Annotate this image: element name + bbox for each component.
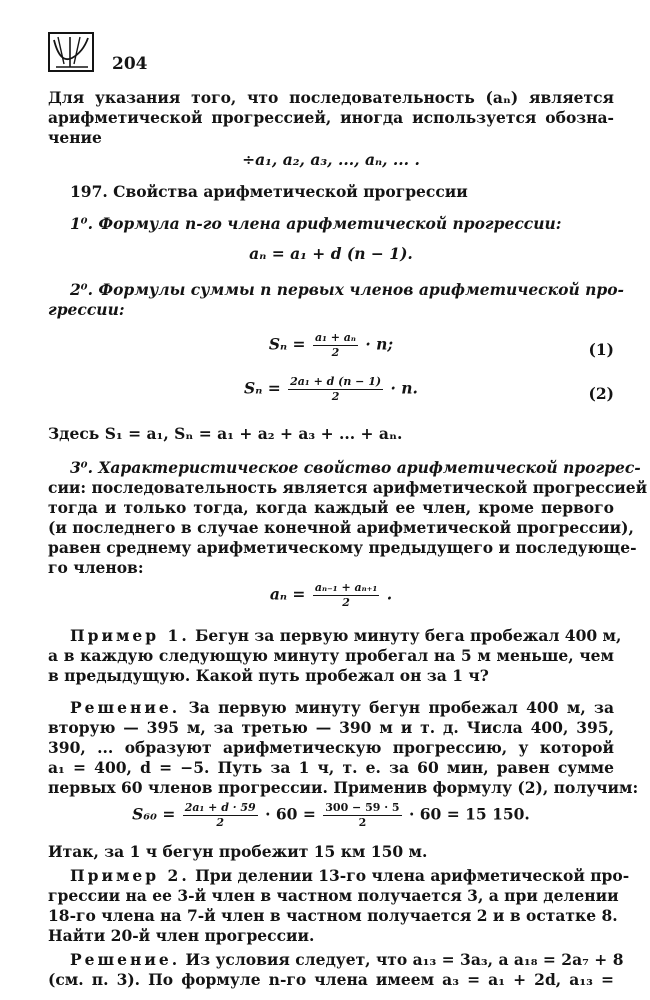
property-2-heading-line-1: 2⁰. Формулы суммы n первых членов арифметической про- — [70, 280, 624, 299]
intro-line-2: арифметической прогрессией, иногда используется обозна- — [48, 108, 614, 127]
sum-formula-2-numerator: 2a₁ + d (n − 1) — [290, 375, 382, 388]
solution-1-conclusion: Итак, за 1 ч бегун пробежит 15 км 150 м. — [48, 842, 428, 861]
property-3-line-6: го членов: — [48, 558, 144, 577]
graph-book-icon — [48, 32, 94, 72]
example-1-line-1-text: Бегун за первую минуту бега пробежал 400 м, — [195, 626, 622, 645]
characteristic-formula-right: . — [386, 584, 393, 604]
formula-label-2: (2) — [588, 384, 614, 403]
sum-formula-1-fraction — [313, 332, 358, 359]
characteristic-formula-fraction — [313, 582, 379, 609]
sum-formula-2-left: Sₙ = — [244, 378, 281, 398]
sum-formula-2-denominator: 2 — [331, 390, 340, 403]
sum-formula-2 — [48, 376, 614, 403]
example-2-line-4: Найти 20-й член прогрессии. — [48, 926, 315, 945]
nth-term-formula: aₙ = a₁ + d (n − 1). — [249, 244, 413, 263]
graph-icon-drawing — [50, 34, 91, 69]
solution-1-line-1 — [70, 698, 614, 718]
progression-notation: ÷a₁, a₂, a₃, ..., aₙ, ... . — [242, 150, 420, 169]
sum-formula-1-left: Sₙ = — [268, 334, 306, 354]
s60-fraction-1-denominator: 2 — [216, 816, 225, 829]
page-number: 204 — [112, 54, 148, 74]
sum-formula-1-denominator: 2 — [331, 346, 340, 359]
sum-formula-1 — [48, 332, 614, 359]
property-3-line-2: сии: последовательность является арифметической прогрессией — [48, 478, 648, 497]
characteristic-formula-denominator: 2 — [342, 596, 350, 609]
solution-1-line-1-text: За первую минуту бегун пробежал 400 м, за — [188, 698, 614, 717]
intro-line-3: чение — [48, 128, 102, 147]
s60-formula-right: · 60 = 15 150. — [408, 804, 530, 824]
s60-fraction-1-numerator: 2a₁ + d · 59 — [184, 801, 256, 814]
solution-2-line-1-text: Из условия следует, что a₁₃ = 3a₃, a a₁₈ = 2a₇ + 8 — [185, 950, 624, 969]
s60-fraction-2 — [323, 802, 401, 829]
solution-1-line-5: первых 60 членов прогрессии. Применив формулу (2), получим: — [48, 778, 639, 797]
s60-formula — [48, 802, 614, 829]
example-1-line-2: а в каждую следующую минуту пробегал на 5 м меньше, чем — [48, 646, 614, 665]
property-1-heading: 1⁰. Формула n-го члена арифметической прогрессии: — [70, 214, 562, 233]
example-1-line-1 — [70, 626, 622, 646]
s60-fraction-1 — [183, 802, 258, 829]
sum-formula-2-right: · n. — [390, 378, 418, 398]
example-2-label: Пример 2. — [70, 866, 190, 885]
sum-formula-1-numerator: a₁ + aₙ — [314, 331, 356, 344]
s60-fraction-2-numerator: 300 − 59 · 5 — [325, 801, 400, 814]
solution-1-line-4: a₁ = 400, d = −5. Путь за 1 ч, т. е. за 60 мин, равен сумме — [48, 758, 614, 777]
sum-formula-2-fraction — [288, 376, 383, 403]
s60-fraction-2-denominator: 2 — [358, 816, 367, 829]
s60-formula-mid: · 60 = — [265, 804, 316, 824]
example-2-line-1 — [70, 866, 630, 886]
example-1-label: Пример 1. — [70, 626, 190, 645]
property-3-line-5: равен среднему арифметическому предыдущего и последующе- — [48, 538, 637, 557]
example-1-line-3: в предыдущую. Какой путь пробежал он за 1 ч? — [48, 666, 489, 685]
intro-line-1: Для указания того, что последовательность (aₙ) является — [48, 88, 614, 107]
solution-1-line-3: 390, ... образуют арифметическую прогрессию, у которой — [48, 738, 614, 757]
solution-1-line-2: вторую — 395 м, за третью — 390 м и т. д. Числа 400, 395, — [48, 718, 614, 737]
here-line: Здесь S₁ = a₁, Sₙ = a₁ + a₂ + a₃ + ... + aₙ. — [48, 424, 403, 443]
solution-2-label: Решение. — [70, 950, 181, 969]
property-3-line-4: (и последнего в случае конечной арифметической прогрессии), — [48, 518, 634, 537]
sum-formula-1-right: · n; — [365, 334, 394, 354]
property-2-heading-line-2: грессии: — [48, 300, 125, 319]
characteristic-formula-left: aₙ = — [269, 584, 306, 604]
formula-label-1: (1) — [588, 340, 614, 359]
example-2-line-2: грессии на ее 3-й член в частном получается 3, а при делении — [48, 886, 619, 905]
example-2-line-3: 18-го члена на 7-й член в частном получается 2 и в остатке 8. — [48, 906, 618, 925]
solution-2-line-1 — [70, 950, 624, 970]
characteristic-formula-numerator: aₙ₋₁ + aₙ₊₁ — [314, 581, 378, 594]
property-3-line-1: 3⁰. Характеристическое свойство арифметической прогрес- — [70, 458, 641, 477]
section-title: 197. Свойства арифметической прогрессии — [70, 182, 468, 201]
property-3-line-3: тогда и только тогда, когда каждый ее член, кроме первого — [48, 498, 614, 517]
example-2-line-1-text: При делении 13-го члена арифметической про- — [195, 866, 630, 885]
s60-formula-left: S₆₀ = — [132, 804, 176, 824]
solution-2-line-2: (см. п. 3). По формуле n-го члена имеем a₃ = a₁ + 2d, a₁₃ = — [48, 970, 614, 989]
solution-1-label: Решение. — [70, 698, 181, 717]
characteristic-formula — [48, 582, 614, 609]
